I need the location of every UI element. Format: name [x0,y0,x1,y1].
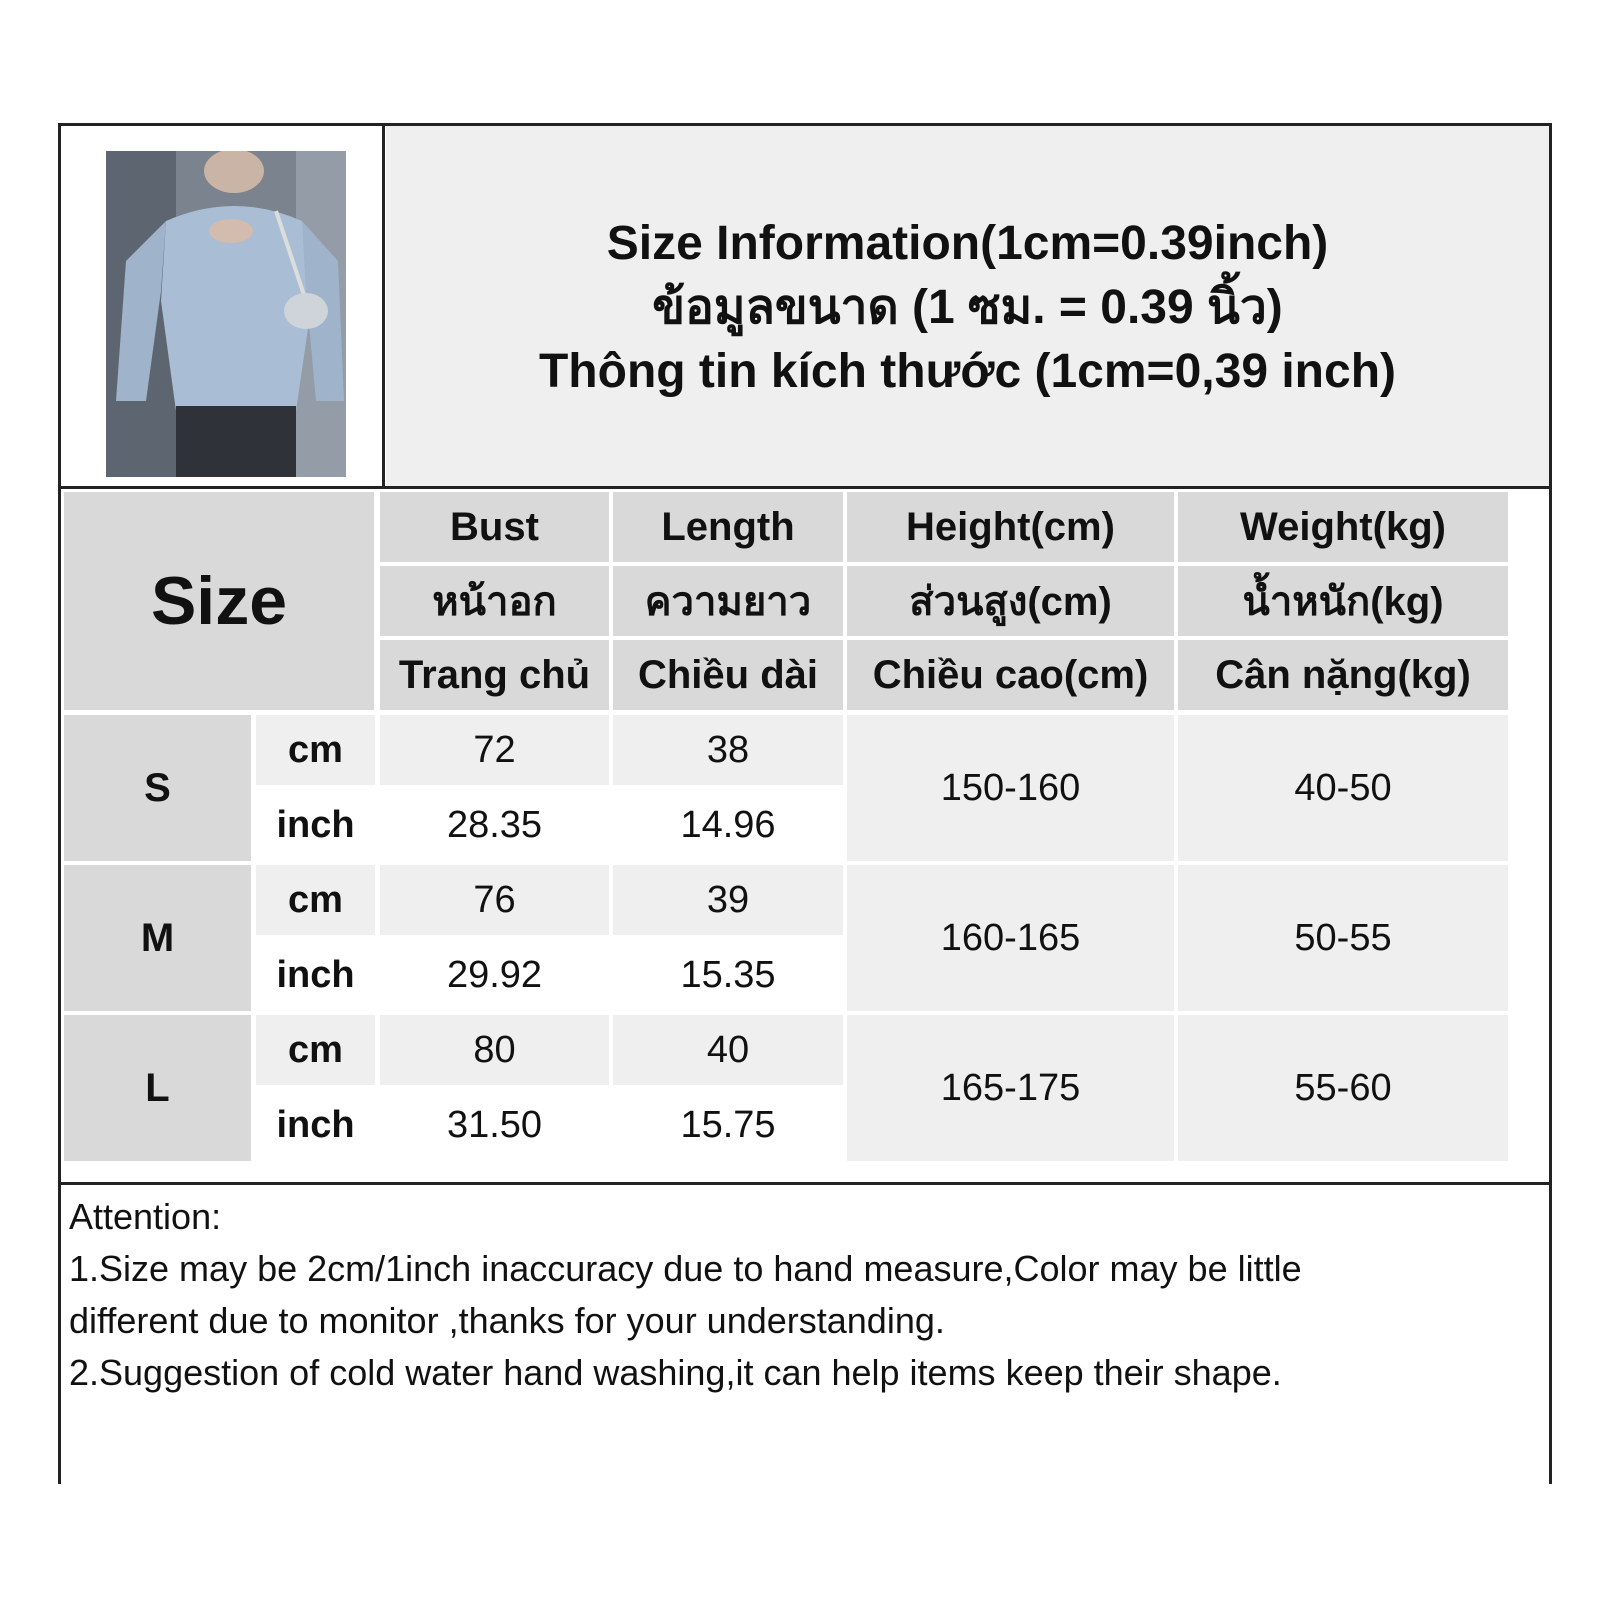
product-photo-area [61,126,384,489]
title-english: Size Information(1cm=0.39inch) [606,216,1329,270]
column-header-weight-thai: น้ำหนัก(kg) [1178,566,1508,636]
column-header-bust-vi: Trang chủ [380,640,609,710]
bust-cm-s: 72 [380,715,609,785]
column-header-weight: Weight(kg) [1178,492,1508,562]
length-cm-s: 38 [613,715,843,785]
attention-line-2: different due to monitor ,thanks for your understanding. [69,1300,945,1341]
title-thai: ข้อมูลขนาด (1 ซม. = 0.39 นิ้ว) [652,280,1283,334]
column-header-weight-vi: Cân nặng(kg) [1178,640,1508,710]
column-header-height-thai: ส่วนสูง(cm) [847,566,1174,636]
length-cm-l: 40 [613,1015,843,1085]
title-vietnamese: Thông tin kích thước (1cm=0,39 inch) [538,344,1396,398]
column-header-height-vi: Chiều cao(cm) [847,640,1174,710]
bust-cm-m: 76 [380,865,609,935]
length-inch-m: 15.35 [613,940,843,1011]
unit-inch: inch [256,1090,375,1161]
length-inch-l: 15.75 [613,1090,843,1161]
column-header-bust-thai: หน้าอก [380,566,609,636]
size-chart-frame [58,123,1552,1484]
unit-cm: cm [256,865,375,935]
attention-heading: Attention: [69,1196,222,1237]
product-photo [106,151,346,477]
bust-cm-l: 80 [380,1015,609,1085]
size-information-title [386,126,1549,489]
column-header-height: Height(cm) [847,492,1174,562]
unit-inch: inch [256,790,375,861]
size-header: Size [64,492,374,710]
length-cm-m: 39 [613,865,843,935]
size-s: S [64,715,251,861]
unit-cm: cm [256,715,375,785]
length-inch-s: 14.96 [613,790,843,861]
attention-line-3: 2.Suggestion of cold water hand washing,it can help items keep their shape. [69,1352,1282,1393]
bust-inch-m: 29.92 [380,940,609,1011]
unit-inch: inch [256,940,375,1011]
height-m: 160-165 [847,865,1174,1011]
column-header-length-thai: ความยาว [613,566,843,636]
weight-s: 40-50 [1178,715,1508,861]
attention-line-1: 1.Size may be 2cm/1inch inaccuracy due to hand measure,Color may be little [69,1248,1302,1289]
column-header-length: Length [613,492,843,562]
weight-l: 55-60 [1178,1015,1508,1161]
size-m: M [64,865,251,1011]
divider [382,126,385,489]
size-l: L [64,1015,251,1161]
weight-m: 50-55 [1178,865,1508,1011]
divider [61,486,1549,489]
column-header-bust: Bust [380,492,609,562]
size-table [61,489,1549,1179]
bust-inch-l: 31.50 [380,1090,609,1161]
bust-inch-s: 28.35 [380,790,609,861]
height-s: 150-160 [847,715,1174,861]
model-illustration-icon [106,151,346,477]
column-header-length-vi: Chiều dài [613,640,843,710]
height-l: 165-175 [847,1015,1174,1161]
attention-notes [61,1182,1549,1484]
unit-cm: cm [256,1015,375,1085]
